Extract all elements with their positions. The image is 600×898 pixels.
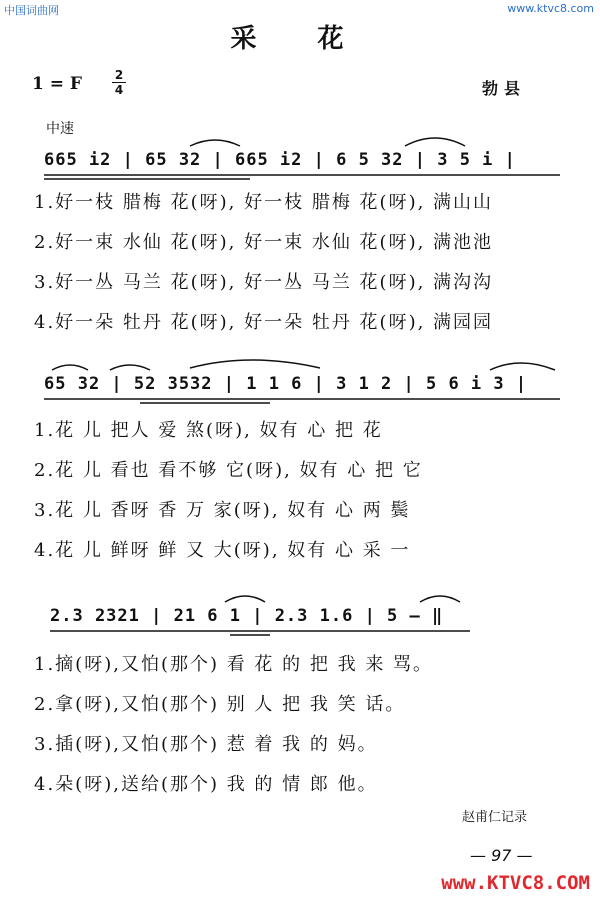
watermark-site-right: www.ktvc8.com (507, 2, 594, 15)
watermark-site-left: 中国词曲网 (4, 4, 59, 17)
lyric-line: 4.好一朵 牡丹 花(呀), 好一朵 牡丹 花(呀), 满园园 (34, 312, 494, 333)
watermark-site-bottom: www.KTVC8.COM (441, 872, 590, 894)
lyric-line: 3.插(呀),又怕(那个) 惹 着 我 的 妈。 (34, 734, 378, 755)
lyric-line: 4.朵(呀),送给(那个) 我 的 情 郎 他。 (34, 774, 378, 795)
notation-line-1: 665 i2 | 65 32 | 665 i2 | 6 5 32 | 3 5 i | (44, 150, 516, 170)
lyric-line: 3.好一丛 马兰 花(呀), 好一丛 马兰 花(呀), 满沟沟 (34, 272, 494, 293)
lyric-line: 2.好一束 水仙 花(呀), 好一束 水仙 花(呀), 满池池 (34, 232, 494, 253)
page-number: — 97 — (470, 846, 533, 865)
transcriber-credit: 赵甫仁记录 (462, 810, 528, 825)
notation-line-2: 65 32 | 52 3532 | 1 1 6 | 3 1 2 | 5 6 i 3 | (44, 374, 528, 394)
lyric-line: 3.花 儿 香呀 香 万 家(呀), 奴有 心 两 鬓 (34, 500, 411, 521)
meter-bottom: 4 (114, 83, 124, 97)
lyric-line: 1.好一枝 腊梅 花(呀), 好一枝 腊梅 花(呀), 满山山 (34, 192, 494, 213)
notation-line-3: 2.3 2321 | 21 6 1 | 2.3 1.6 | 5 — ‖ (50, 606, 444, 626)
lyric-line: 2.花 儿 看也 看不够 它(呀), 奴有 心 把 它 (34, 460, 423, 481)
song-title: 采 花 (230, 24, 370, 54)
lyric-line: 4.花 儿 鲜呀 鲜 又 大(呀), 奴有 心 采 一 (34, 540, 411, 561)
lyric-line: 1.摘(呀),又怕(那个) 看 花 的 把 我 来 骂。 (34, 654, 434, 675)
lyric-line: 1.花 儿 把人 爱 煞(呀), 奴有 心 把 花 (34, 420, 383, 441)
lyric-line: 2.拿(呀),又怕(那个) 别 人 把 我 笑 话。 (34, 694, 406, 715)
meter-top: 2 (112, 68, 126, 83)
key-signature: 1 = F (32, 74, 82, 94)
region-label: 勃县 (482, 79, 527, 98)
tempo-marking: 中速 (46, 121, 74, 137)
